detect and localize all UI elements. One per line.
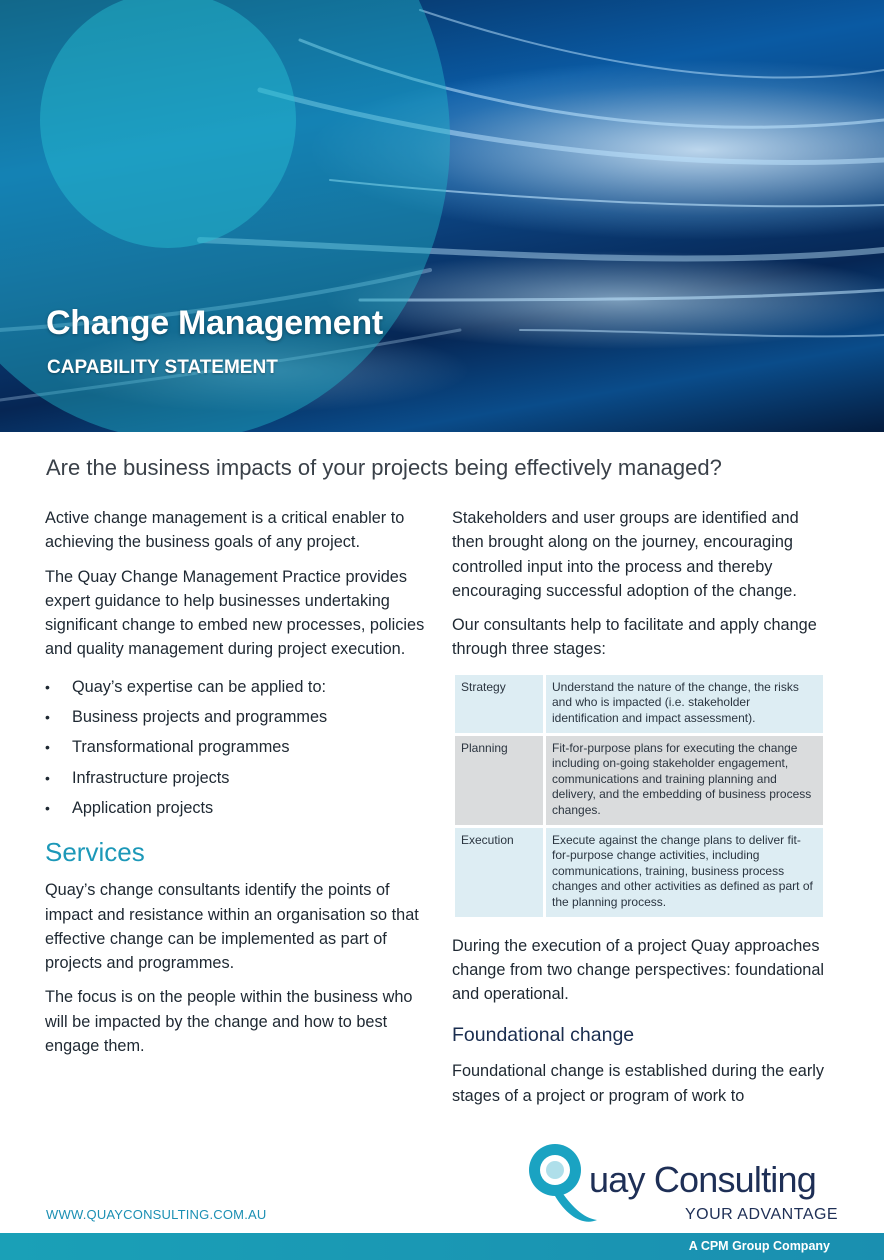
perspectives-paragraph: During the execution of a project Quay approaches change from two change perspectives: foundational and operational.: [452, 936, 824, 1004]
stages-table: [452, 672, 826, 920]
list-item: • Business projects and programmes: [45, 702, 435, 732]
logo-wordmark: uay Consulting: [589, 1159, 816, 1200]
footer-bar: [0, 1233, 884, 1260]
list-item: • Quay’s expertise can be applied to:: [45, 672, 435, 702]
intro-paragraph: Active change management is a critical enabler to achieving the business goals of any project.: [45, 509, 405, 552]
stage-name: Planning: [455, 736, 543, 825]
foundational-paragraph: Foundational change is established during the early stages of a project or program of work to: [452, 1062, 825, 1105]
services-paragraph: Quay’s change consultants identify the points of impact and resistance within an organisation so that effective change can be implemented as part of projects and programmes.: [45, 881, 419, 973]
list-item: • Transformational programmes: [45, 732, 435, 762]
hero-banner: [0, 0, 884, 432]
stage-name: Execution: [455, 828, 543, 917]
right-column: [452, 506, 832, 1118]
stage-description: Fit-for-purpose plans for executing the change including on-going stakeholder engagement, communications and training planning and delivery, and the embedding of business process changes.: [546, 736, 823, 825]
foundational-heading: Foundational change: [452, 1024, 635, 1047]
logo-tagline: YOUR ADVANTAGE: [685, 1206, 839, 1223]
stage-name: Strategy: [455, 675, 543, 733]
website-link[interactable]: WWW.QUAYCONSULTING.COM.AU: [46, 1207, 267, 1222]
company-logo: [525, 1140, 845, 1230]
stage-description: Execute against the change plans to deliver fit-for-purpose change activities, including communications, training, business process changes and other activities as defined as part of the planning process.: [546, 828, 823, 917]
stage-description: Understand the nature of the change, the risks and who is impacted (i.e. stakeholder identification and impact assessment).: [546, 675, 823, 733]
list-item: • Infrastructure projects: [45, 763, 435, 793]
q-logo-icon: [525, 1140, 597, 1230]
page-title: Change Management: [46, 304, 383, 342]
page-subtitle: CAPABILITY STATEMENT: [47, 357, 278, 378]
stakeholders-paragraph: Stakeholders and user groups are identified and then brought along on the journey, encouraging controlled input into the process and thereby encouraging successful adoption of the change.: [452, 509, 799, 600]
table-row: [455, 736, 823, 825]
left-column: [45, 506, 435, 1068]
table-row: [455, 828, 823, 917]
company-group-label: A CPM Group Company: [688, 1239, 830, 1253]
lead-question: Are the business impacts of your projects being effectively managed?: [46, 455, 722, 480]
list-item: • Application projects: [45, 793, 435, 823]
services-heading: Services: [45, 837, 145, 868]
expertise-list: [45, 672, 435, 823]
stages-intro: Our consultants help to facilitate and apply change through three stages:: [452, 616, 817, 659]
focus-paragraph: The focus is on the people within the business who will be impacted by the change and how to best engage them.: [45, 988, 413, 1056]
practice-paragraph: The Quay Change Management Practice provides expert guidance to help businesses undertaking significant change to embed new processes, policies and quality management during project execution.: [45, 567, 425, 659]
table-row: [455, 675, 823, 733]
